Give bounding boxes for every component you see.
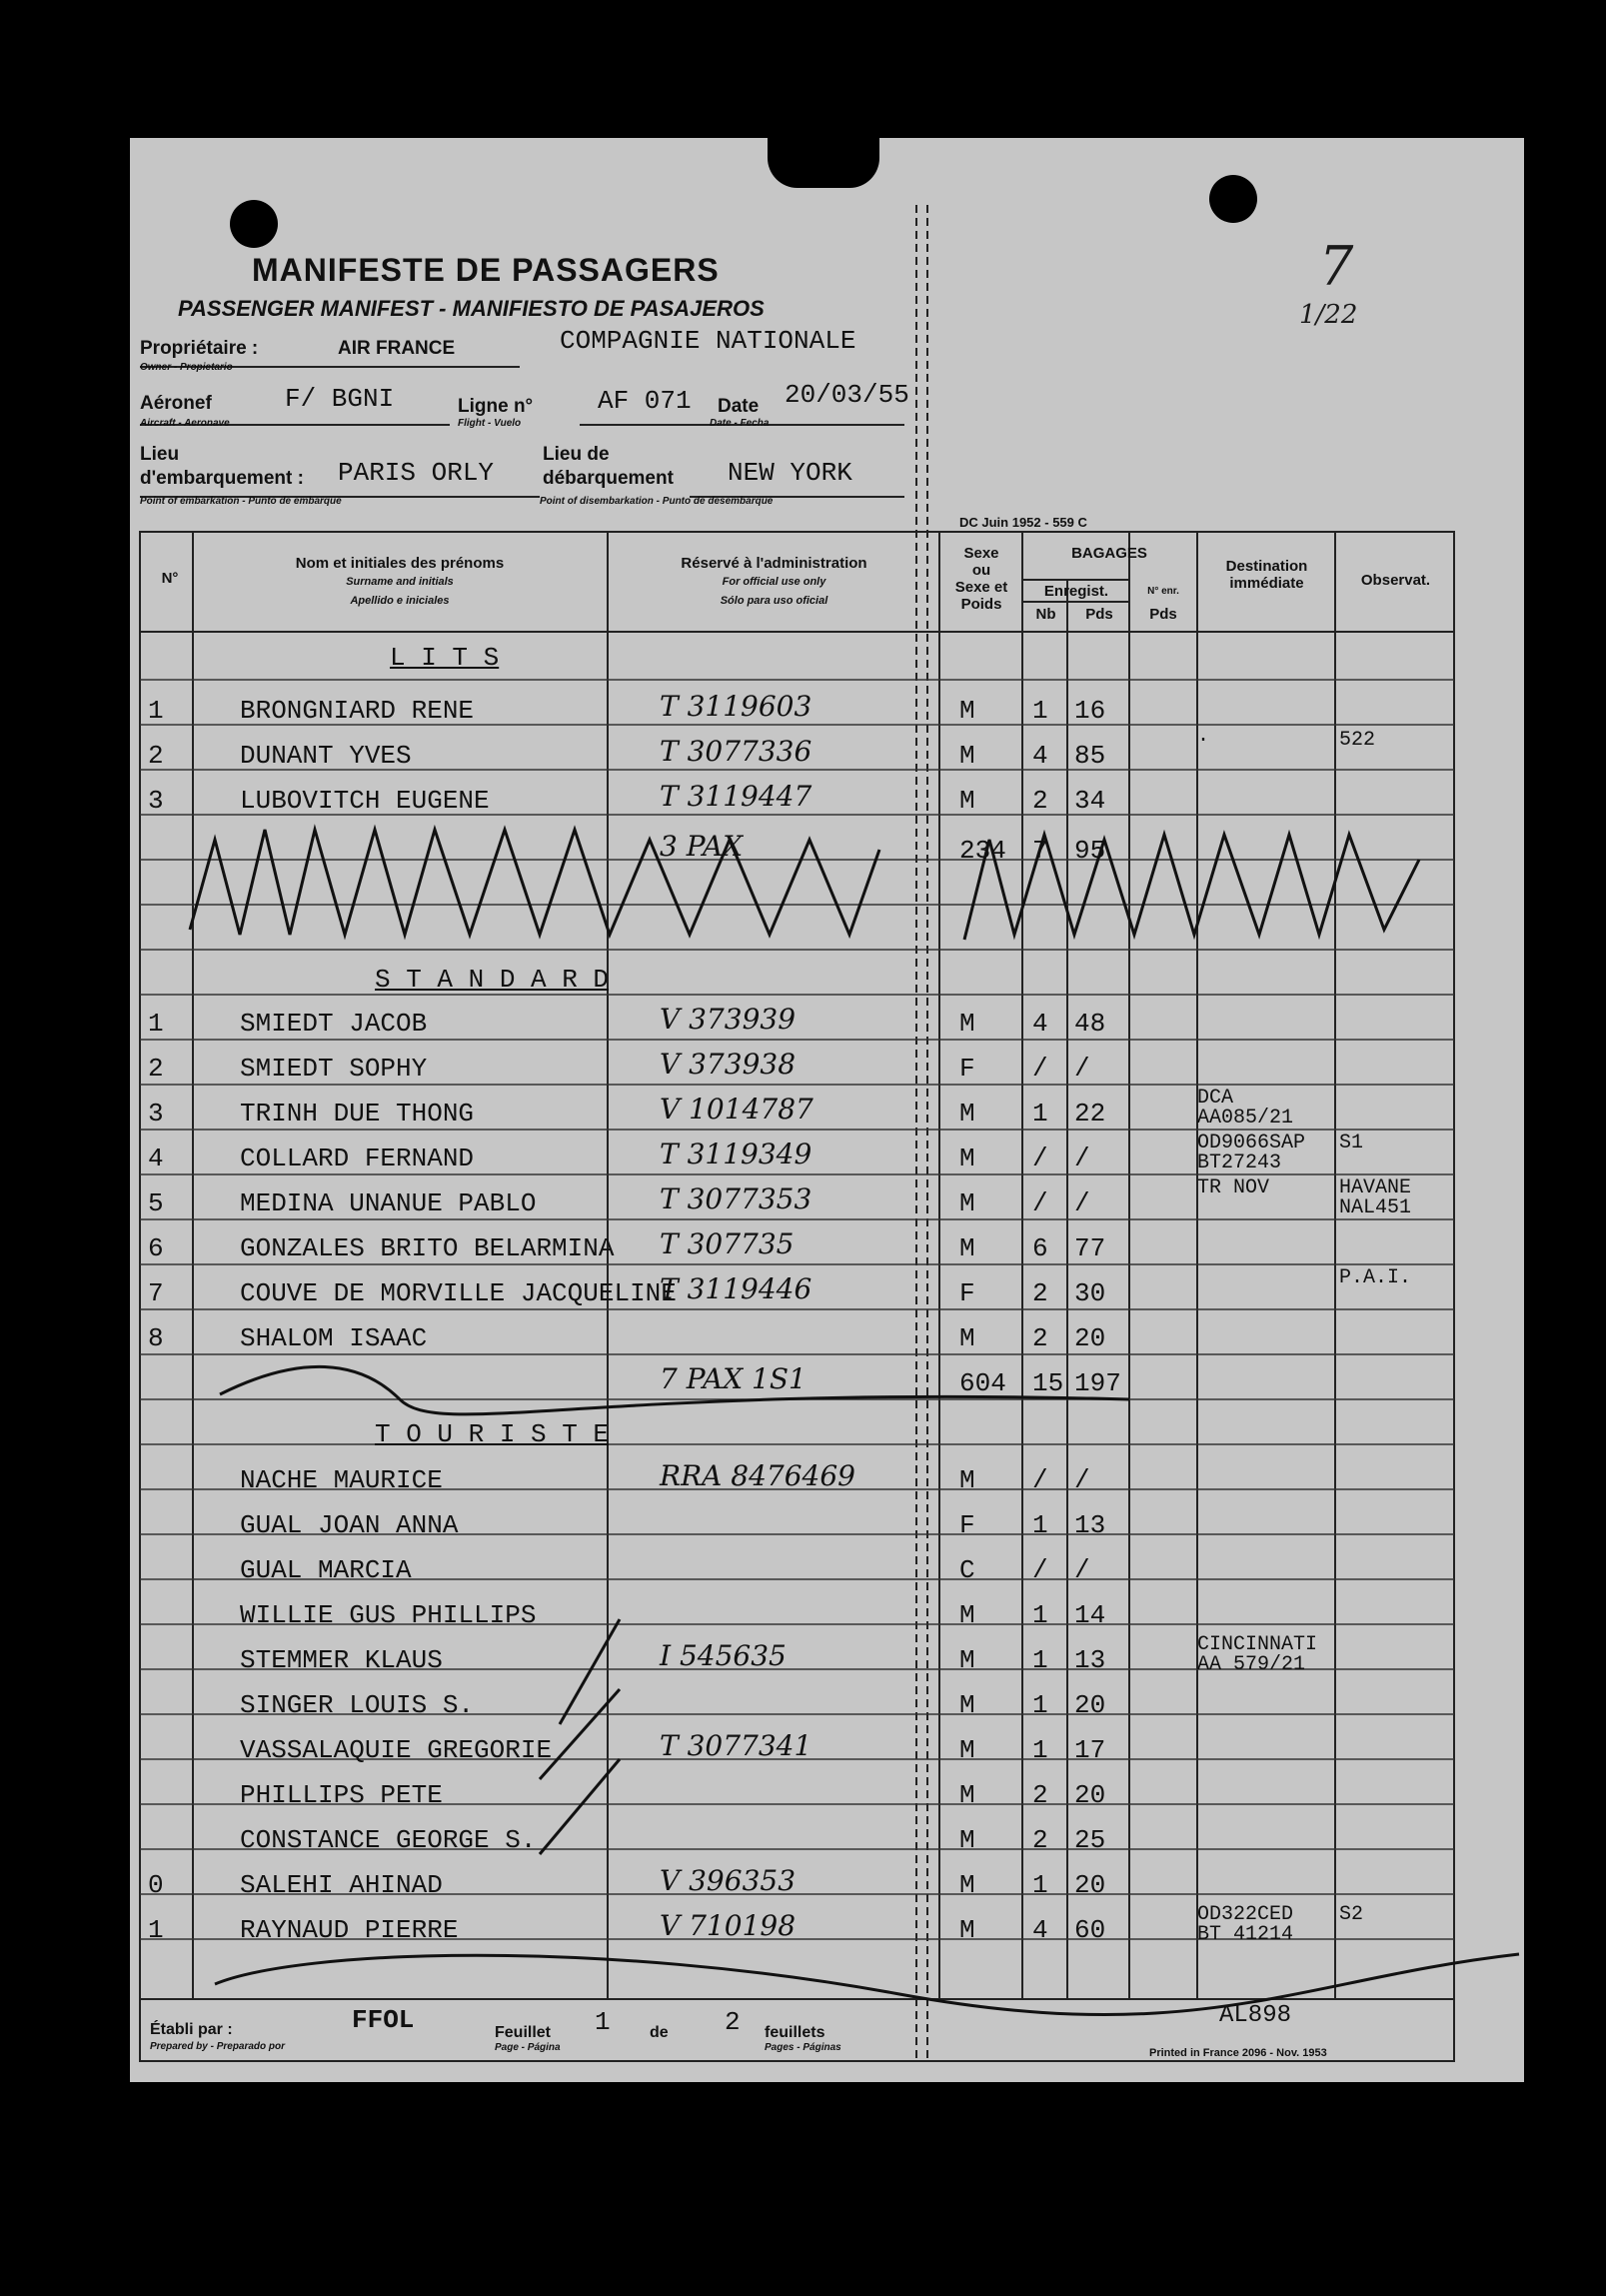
row-number: 7 <box>148 1278 164 1308</box>
table-row <box>140 1729 1459 1769</box>
disembark-sublabel: Point of disembarkation - Punto de desembarque <box>540 496 774 507</box>
baggage-weight: 95 <box>1074 836 1106 866</box>
table-row <box>140 729 1459 775</box>
row-number: 3 <box>148 786 164 816</box>
flight-sublabel: Flight - Vuelo <box>458 418 522 429</box>
document-number: T 3119446 <box>660 1272 812 1305</box>
table-row <box>140 1048 1459 1088</box>
baggage-weight: 22 <box>1074 1099 1106 1129</box>
table-row <box>140 1317 1459 1357</box>
section-lits: L I T S <box>390 643 500 673</box>
total-sublabel: Pages - Páginas <box>765 2042 841 2053</box>
baggage-count: 4 <box>1032 741 1048 771</box>
page-title: MANIFESTE DE PASSAGERS <box>252 252 720 288</box>
aircraft-value: F/ BGNI <box>285 384 395 414</box>
sex-weight: C <box>959 1555 975 1585</box>
passenger-name: SINGER LOUIS S. <box>240 1690 475 1720</box>
row-number: 2 <box>148 1054 164 1084</box>
table-row <box>140 1227 1459 1267</box>
baggage-count: 2 <box>1032 1278 1048 1308</box>
destination: OD9066SAP BT27243 <box>1197 1132 1306 1174</box>
baggage-count: 4 <box>1032 1009 1048 1039</box>
sex-weight: M <box>959 1735 975 1765</box>
row-number: 6 <box>148 1233 164 1263</box>
baggage-count: 1 <box>1032 1690 1048 1720</box>
sex-weight: M <box>959 1825 975 1855</box>
baggage-weight: / <box>1074 1188 1090 1218</box>
baggage-count: 2 <box>1032 1825 1048 1855</box>
document-number: T 3077353 <box>660 1182 812 1215</box>
passenger-name: COLLARD FERNAND <box>240 1144 475 1173</box>
baggage-count: 7 <box>1032 836 1048 866</box>
baggage-count: 1 <box>1032 1099 1048 1129</box>
destination: CINCINNATI AA 579/21 <box>1197 1633 1318 1676</box>
document-number: 7 PAX 1S1 <box>660 1362 806 1395</box>
row-number: 1 <box>148 1915 164 1945</box>
of-value: 2 <box>725 2007 741 2037</box>
baggage-weight: / <box>1074 1465 1090 1495</box>
baggage-count: / <box>1032 1144 1048 1173</box>
printed-note: Printed in France 2096 - Nov. 1953 <box>1149 2047 1327 2059</box>
sex-weight: F <box>959 1510 975 1540</box>
total-label: feuillets <box>765 2024 825 2041</box>
sex-weight: M <box>959 786 975 816</box>
baggage-weight: 17 <box>1074 1735 1106 1765</box>
baggage-count: / <box>1032 1555 1048 1585</box>
page-subtitle: PASSENGER MANIFEST - MANIFIESTO DE PASAJEROS <box>178 296 765 321</box>
baggage-count: 2 <box>1032 1780 1048 1810</box>
passenger-name: RAYNAUD PIERRE <box>240 1915 459 1945</box>
document-number: V 396353 <box>660 1864 797 1897</box>
embark-sublabel: Point of embarkation - Punto de embarque <box>140 496 342 507</box>
baggage-count: 2 <box>1032 1323 1048 1353</box>
col-bagages: BAGAGES <box>1071 545 1147 562</box>
sex-weight: M <box>959 1099 975 1129</box>
prepared-sublabel: Prepared by - Preparado por <box>150 2041 286 2052</box>
passenger-name: TRINH DUE THONG <box>240 1099 475 1129</box>
document-number: V 1014787 <box>660 1093 813 1126</box>
observation: S2 <box>1339 1903 1364 1926</box>
aircraft-sublabel: Aircraft - Aeronave <box>140 418 230 429</box>
destination: OD322CED BT 41214 <box>1197 1903 1294 1946</box>
sex-weight: M <box>959 1233 975 1263</box>
baggage-weight: 20 <box>1074 1323 1106 1353</box>
table-row <box>140 1864 1459 1904</box>
disembark-value: NEW YORK <box>728 458 852 488</box>
passenger-name: NACHE MAURICE <box>240 1465 443 1495</box>
sex-weight: M <box>959 696 975 726</box>
baggage-count: 6 <box>1032 1233 1048 1263</box>
passenger-name: SMIEDT SOPHY <box>240 1054 428 1084</box>
passenger-name: PHILLIPS PETE <box>240 1780 443 1810</box>
baggage-weight: 77 <box>1074 1233 1106 1263</box>
embark-label-2: d'embarquement : <box>140 468 304 489</box>
baggage-weight: 20 <box>1074 1690 1106 1720</box>
row-number: 1 <box>148 1009 164 1039</box>
passenger-name: LUBOVITCH EUGENE <box>240 786 490 816</box>
sheet-value: 1 <box>595 2007 611 2037</box>
embark-value: PARIS ORLY <box>338 458 495 488</box>
table-row <box>140 1819 1459 1859</box>
observation: 522 <box>1339 729 1376 752</box>
baggage-weight: 30 <box>1074 1278 1106 1308</box>
document-number: T 3077341 <box>660 1729 812 1762</box>
sex-weight: 604 <box>959 1368 1006 1398</box>
company-name: COMPAGNIE NATIONALE <box>560 326 856 356</box>
sex-weight: 234 <box>959 836 1006 866</box>
passenger-name: STEMMER KLAUS <box>240 1645 443 1675</box>
passenger-name: COUVE DE MORVILLE JACQUELINE <box>240 1278 677 1308</box>
passenger-name: MEDINA UNANUE PABLO <box>240 1188 537 1218</box>
corner-fraction: 1/22 <box>1299 300 1358 330</box>
baggage-count: 1 <box>1032 1645 1048 1675</box>
reference-code: AL898 <box>1219 2002 1292 2029</box>
baggage-weight: 13 <box>1074 1510 1106 1540</box>
document-number: V 710198 <box>660 1909 797 1942</box>
baggage-count: 2 <box>1032 786 1048 816</box>
section-standard: S T A N D A R D <box>375 965 610 995</box>
baggage-weight: / <box>1074 1555 1090 1585</box>
aircraft-label: Aéronef <box>140 393 212 414</box>
passenger-name: WILLIE GUS PHILLIPS <box>240 1600 537 1630</box>
document-number: T 3119349 <box>660 1138 812 1170</box>
sex-weight: F <box>959 1054 975 1084</box>
sex-weight: M <box>959 1144 975 1173</box>
sex-weight: M <box>959 1870 975 1900</box>
form-code: DC Juin 1952 - 559 C <box>959 515 1087 530</box>
col-name: Nom et initiales des prénoms Surname and initials Apellido e iniciales <box>295 555 505 607</box>
sex-weight: M <box>959 1465 975 1495</box>
row-number: 1 <box>148 696 164 726</box>
baggage-weight: 34 <box>1074 786 1106 816</box>
document-number: I 545635 <box>660 1639 787 1672</box>
col-non-enr: N° enr. <box>1147 586 1179 597</box>
passenger-name: BRONGNIARD RENE <box>240 696 475 726</box>
col-admin: Réservé à l'administration For official use only Sólo para uso oficial <box>681 555 867 607</box>
date-label: Date <box>718 396 760 417</box>
table-row <box>140 1549 1459 1589</box>
sheet-label: Feuillet <box>495 2024 552 2041</box>
sex-weight: M <box>959 1323 975 1353</box>
baggage-weight: 14 <box>1074 1600 1106 1630</box>
sex-weight: M <box>959 1690 975 1720</box>
baggage-count: 4 <box>1032 1915 1048 1945</box>
passenger-name: VASSALAQUIE GREGORIE <box>240 1735 553 1765</box>
passenger-name: GONZALES BRITO BELARMINA <box>240 1233 615 1263</box>
baggage-weight: / <box>1074 1054 1090 1084</box>
destination: DCA AA085/21 <box>1197 1087 1294 1130</box>
passenger-name: CONSTANCE GEORGE S. <box>240 1825 537 1855</box>
observation: S1 <box>1339 1132 1364 1154</box>
col-destination: Destination immédiate <box>1225 558 1308 592</box>
owner-sublabel: Owner - Propietario <box>140 362 233 373</box>
table-row <box>140 690 1459 730</box>
sex-weight: F <box>959 1278 975 1308</box>
prepared-label: Établi par : <box>150 2021 233 2038</box>
passenger-name: GUAL JOAN ANNA <box>240 1510 459 1540</box>
table-row <box>140 1594 1459 1634</box>
passenger-name: GUAL MARCIA <box>240 1555 412 1585</box>
table-row <box>140 1459 1459 1499</box>
baggage-count: 1 <box>1032 696 1048 726</box>
table-row <box>140 1774 1459 1814</box>
passenger-name: DUNANT YVES <box>240 741 412 771</box>
col-observations: Observat. <box>1360 572 1431 589</box>
table-row <box>140 1003 1459 1043</box>
prepared-value: FFOL <box>352 2005 415 2035</box>
baggage-count: / <box>1032 1054 1048 1084</box>
sex-weight: M <box>959 1188 975 1218</box>
sex-weight: M <box>959 1780 975 1810</box>
table-row <box>140 1903 1459 1949</box>
col-nb: Nb <box>1035 606 1056 623</box>
baggage-count: / <box>1032 1188 1048 1218</box>
table-row <box>140 1684 1459 1724</box>
disembark-label-2: débarquement <box>543 468 674 489</box>
row-number: 4 <box>148 1144 164 1173</box>
baggage-weight: 16 <box>1074 696 1106 726</box>
date-value: 20/03/55 <box>785 380 909 410</box>
date-sublabel: Date - Fecha <box>710 418 770 429</box>
document-number: T 3119447 <box>660 780 812 813</box>
sex-weight: M <box>959 1645 975 1675</box>
baggage-weight: 197 <box>1074 1368 1121 1398</box>
observation: P.A.I. <box>1339 1266 1412 1289</box>
baggage-count: / <box>1032 1465 1048 1495</box>
baggage-count: 1 <box>1032 1510 1048 1540</box>
col-sex: Sexe ou Sexe et Poids <box>954 545 1008 613</box>
baggage-weight: 25 <box>1074 1825 1106 1855</box>
table-row <box>140 1176 1459 1222</box>
baggage-count: 15 <box>1032 1368 1064 1398</box>
destination: TR NOV <box>1197 1176 1270 1199</box>
sex-weight: M <box>959 1915 975 1945</box>
row-number: 2 <box>148 741 164 771</box>
sheet-sublabel: Page - Página <box>495 2042 561 2053</box>
table-row <box>140 1504 1459 1544</box>
document-number: 3 PAX <box>660 830 744 863</box>
col-no: N° <box>161 570 179 587</box>
embark-label-1: Lieu <box>140 444 180 465</box>
table-row <box>140 780 1459 820</box>
baggage-weight: 20 <box>1074 1780 1106 1810</box>
disembark-label-1: Lieu de <box>543 444 610 465</box>
table-row <box>140 830 1459 870</box>
of-label: de <box>650 2024 669 2041</box>
baggage-count: 1 <box>1032 1870 1048 1900</box>
baggage-weight: 85 <box>1074 741 1106 771</box>
passenger-name: SMIEDT JACOB <box>240 1009 428 1039</box>
flight-label: Ligne n° <box>458 396 534 417</box>
observation: HAVANE NAL451 <box>1339 1176 1412 1219</box>
baggage-count: 1 <box>1032 1735 1048 1765</box>
baggage-weight: 60 <box>1074 1915 1106 1945</box>
document-number: T 3119603 <box>660 690 812 723</box>
col-pds2: Pds <box>1149 606 1177 623</box>
destination: · <box>1197 729 1210 752</box>
passenger-name: SALEHI AHINAD <box>240 1870 443 1900</box>
sex-weight: M <box>959 1600 975 1630</box>
row-number: 8 <box>148 1323 164 1353</box>
document-number: V 373939 <box>660 1003 797 1036</box>
owner-value: AIR FRANCE <box>338 338 456 359</box>
document-number: T 3077336 <box>660 735 812 768</box>
table-row <box>140 1633 1459 1679</box>
baggage-weight: 13 <box>1074 1645 1106 1675</box>
table-row <box>140 1362 1459 1402</box>
baggage-weight: / <box>1074 1144 1090 1173</box>
document-number: T 307735 <box>660 1227 795 1260</box>
flight-value: AF 071 <box>598 386 692 416</box>
sex-weight: M <box>959 1009 975 1039</box>
section-touriste: T O U R I S T E <box>375 1419 610 1449</box>
col-pds: Pds <box>1085 606 1113 623</box>
document-number: RRA 8476469 <box>660 1459 855 1492</box>
col-enregist: Enregist. <box>1043 583 1109 600</box>
baggage-weight: 20 <box>1074 1870 1106 1900</box>
sex-weight: M <box>959 741 975 771</box>
owner-label: Propriétaire : <box>140 338 259 359</box>
table-row <box>140 1266 1459 1312</box>
table-row <box>140 1087 1459 1133</box>
passenger-name: SHALOM ISAAC <box>240 1323 428 1353</box>
row-number: 0 <box>148 1870 164 1900</box>
row-number: 5 <box>148 1188 164 1218</box>
baggage-weight: 48 <box>1074 1009 1106 1039</box>
document-number: V 373938 <box>660 1048 797 1081</box>
table-row <box>140 1132 1459 1177</box>
row-number: 3 <box>148 1099 164 1129</box>
baggage-count: 1 <box>1032 1600 1048 1630</box>
corner-mark: 7 <box>1319 235 1354 298</box>
